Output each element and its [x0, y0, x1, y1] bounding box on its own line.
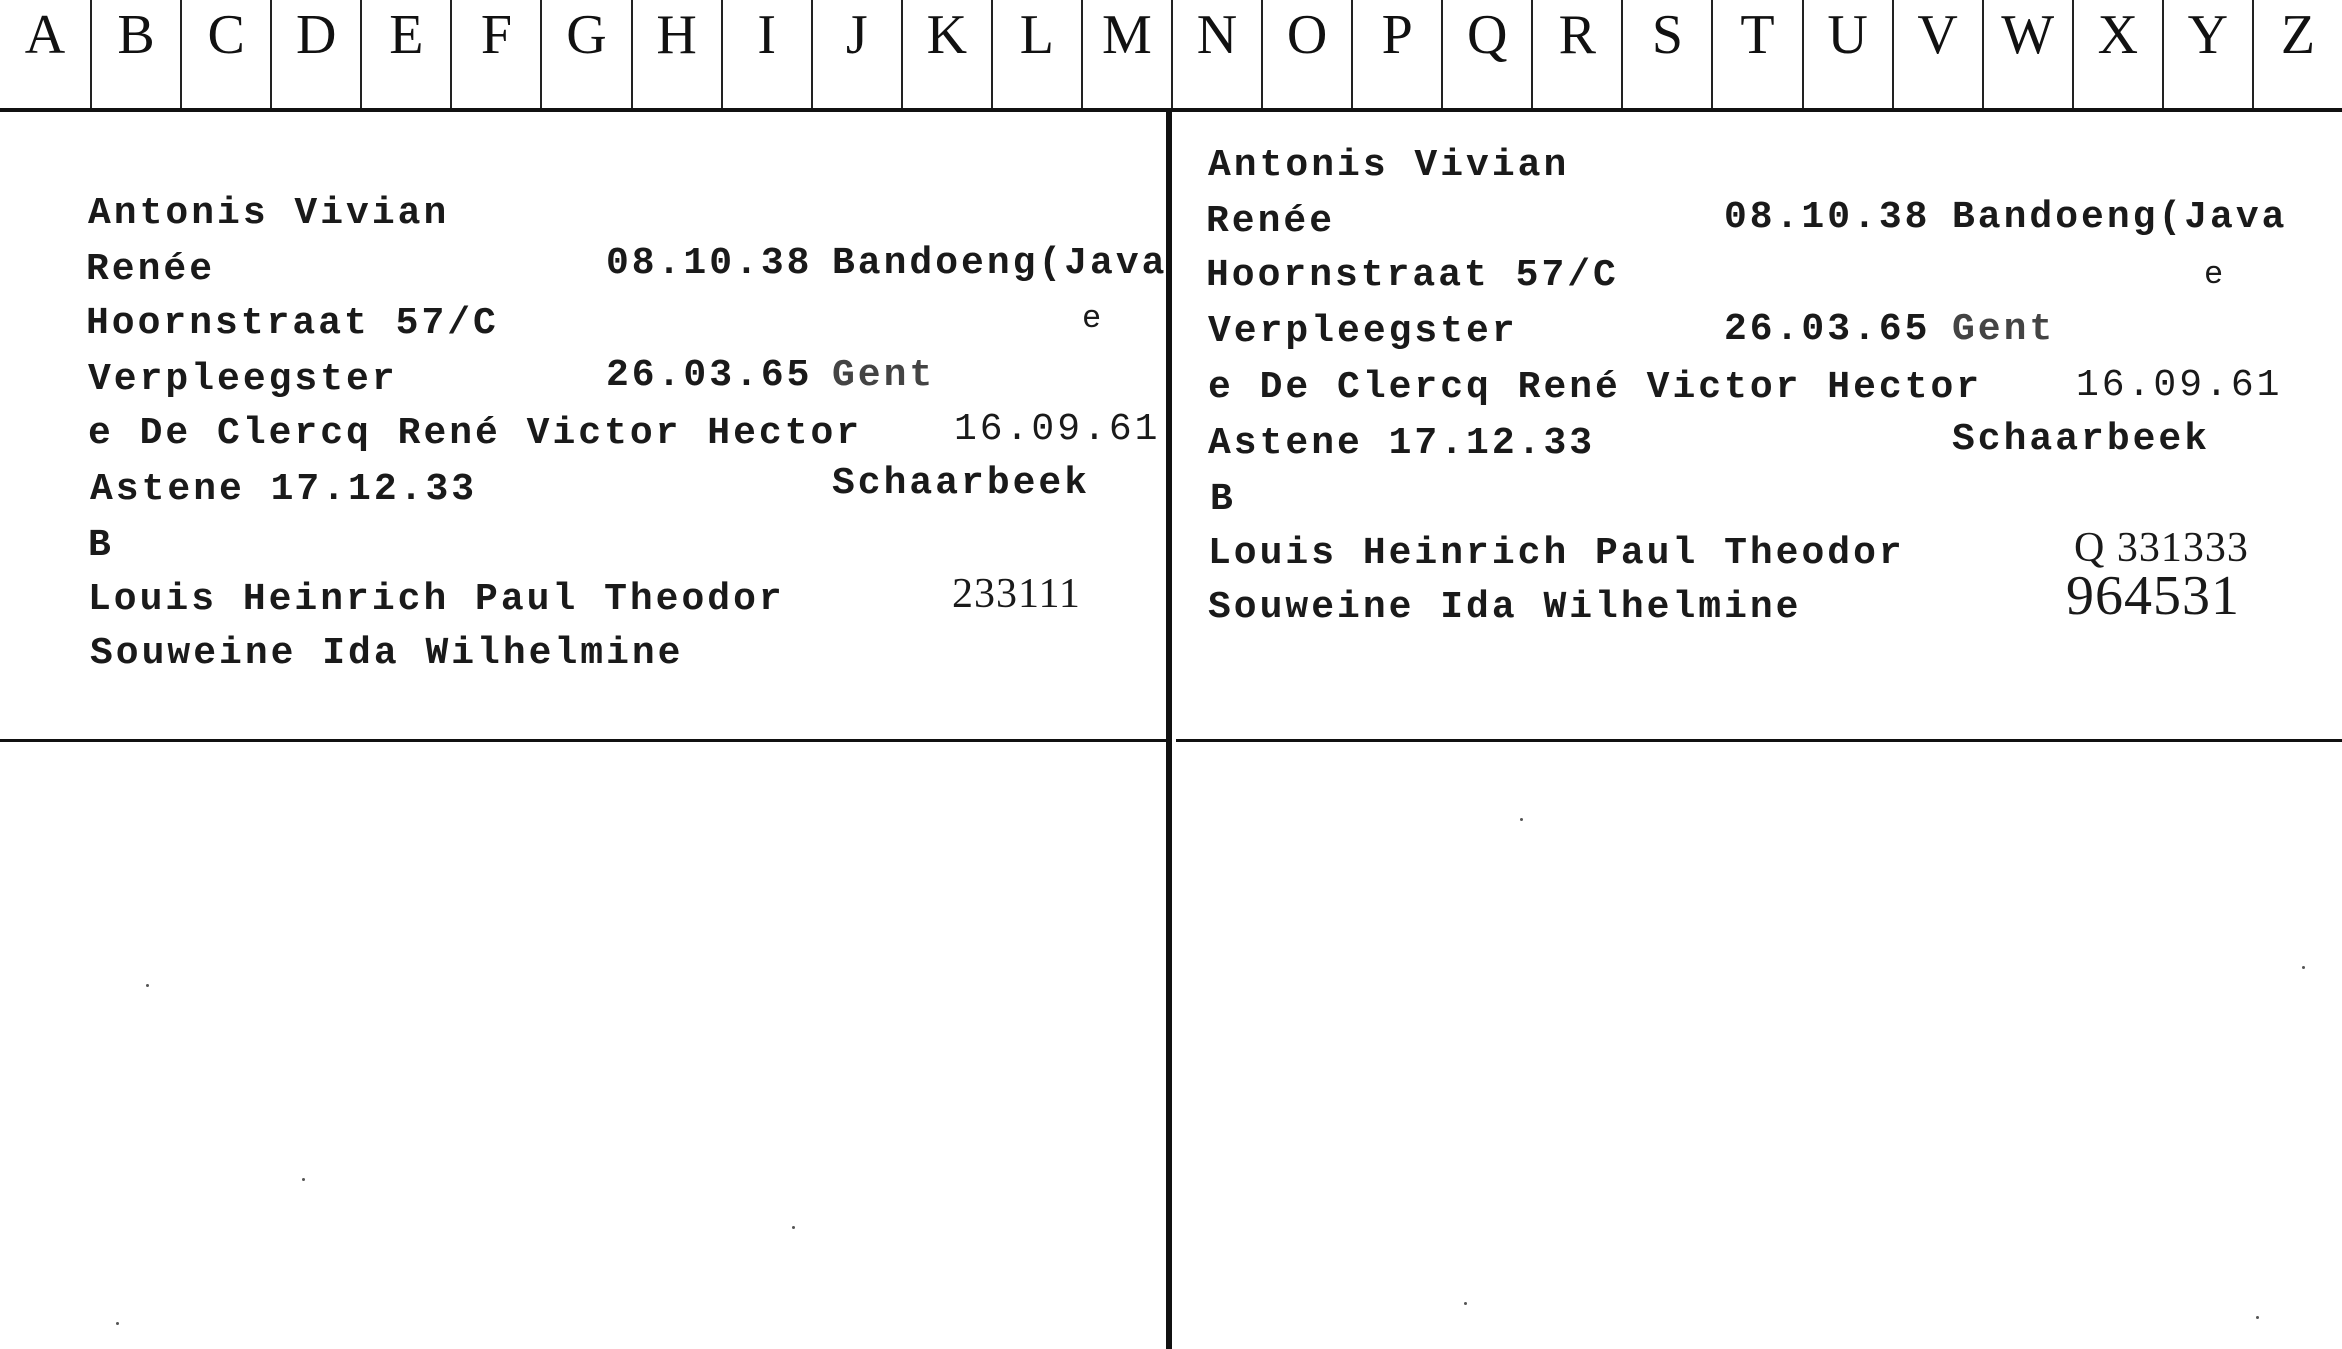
left-card — [0, 112, 1168, 742]
alphabet-tab-n: N — [1171, 0, 1261, 108]
right-card — [1176, 112, 2342, 742]
right-birth-place: Bandoeng(Java — [1952, 196, 2288, 239]
right-gender: e — [2204, 256, 2227, 293]
alphabet-tab-t: T — [1711, 0, 1801, 108]
alphabet-tab-f: F — [450, 0, 540, 108]
left-surname: Antonis Vivian — [88, 192, 450, 235]
left-occupation: Verpleegster — [88, 358, 398, 401]
left-spouse-place: Schaarbeek — [832, 462, 1091, 505]
scan-speck — [2302, 966, 2305, 969]
right-date-2: 26.03.65 — [1724, 308, 1931, 351]
right-place-2: Gent — [1952, 308, 2056, 351]
scan-speck — [146, 984, 149, 987]
alphabet-tab-l: L — [991, 0, 1081, 108]
left-place-2: Gent — [832, 354, 936, 397]
scan-speck — [302, 1178, 305, 1181]
alphabet-tab-u: U — [1802, 0, 1892, 108]
left-spouse-birth: Astene 17.12.33 — [90, 468, 478, 511]
alphabet-tab-v: V — [1892, 0, 1982, 108]
scan-speck — [1520, 818, 1523, 821]
alphabet-tab-q: Q — [1441, 0, 1531, 108]
alphabet-tab-e: E — [360, 0, 450, 108]
right-mother: Souweine Ida Wilhelmine — [1208, 586, 1802, 629]
scan-speck — [2256, 1316, 2259, 1319]
left-birth-date: 08.10.38 — [606, 242, 813, 285]
left-given-name: Renée — [86, 248, 216, 291]
alphabet-tab-a: A — [24, 4, 66, 66]
alphabet-tab-i: I — [721, 0, 811, 108]
scan-speck — [792, 1226, 795, 1229]
left-code: B — [88, 524, 114, 567]
right-father: Louis Heinrich Paul Theodor — [1208, 532, 1905, 575]
alphabet-tab-p: P — [1351, 0, 1441, 108]
alphabet-tab-o: O — [1261, 0, 1351, 108]
right-code: B — [1210, 478, 1236, 521]
alphabet-tab-r: R — [1531, 0, 1621, 108]
left-address: Hoornstraat 57/C — [86, 302, 499, 345]
right-marriage-date: 16.09.61 — [2076, 364, 2283, 407]
alphabet-tab-k: K — [901, 0, 991, 108]
right-spouse-birth: Astene 17.12.33 — [1208, 422, 1596, 465]
right-occupation: Verpleegster — [1208, 310, 1518, 353]
right-number: Q 331333 — [2074, 525, 2249, 571]
alphabet-tab-b: B — [90, 0, 180, 108]
left-date-2: 26.03.65 — [606, 354, 813, 397]
alphabet-tab-x: X — [2072, 0, 2162, 108]
right-address: Hoornstraat 57/C — [1206, 254, 1619, 297]
left-spouse: e De Clercq René Victor Hector — [88, 412, 863, 455]
alphabet-tab-h: H — [631, 0, 721, 108]
alphabet-tab-s: S — [1621, 0, 1711, 108]
alphabet-tab-z: Z — [2252, 0, 2342, 108]
right-birth-date: 08.10.38 — [1724, 196, 1931, 239]
alphabet-tab-g: G — [540, 0, 630, 108]
alphabet-tab-m: M — [1081, 0, 1171, 108]
right-spouse: e De Clercq René Victor Hector — [1208, 366, 1983, 409]
left-number: 233111 — [952, 571, 1081, 617]
left-birth-place: Bandoeng(Java — [832, 242, 1168, 285]
alphabet-tab-c: C — [180, 0, 270, 108]
left-father: Louis Heinrich Paul Theodor — [88, 578, 785, 621]
alphabet-tab-y: Y — [2162, 0, 2252, 108]
right-spouse-place: Schaarbeek — [1952, 418, 2211, 461]
alphabet-tab-w: W — [1982, 0, 2072, 108]
alphabet-tab-d: D — [270, 0, 360, 108]
left-mother: Souweine Ida Wilhelmine — [90, 632, 684, 675]
right-given-name: Renée — [1206, 200, 1336, 243]
right-handwritten-number: 964531 — [2066, 565, 2240, 627]
right-surname: Antonis Vivian — [1208, 144, 1570, 187]
left-gender: e — [1082, 300, 1105, 337]
alphabet-tab-j: J — [811, 0, 901, 108]
left-marriage-date: 16.09.61 — [954, 408, 1161, 451]
alphabet-index-strip — [0, 0, 2342, 112]
scan-speck — [1464, 1302, 1467, 1305]
scan-speck — [116, 1322, 119, 1325]
